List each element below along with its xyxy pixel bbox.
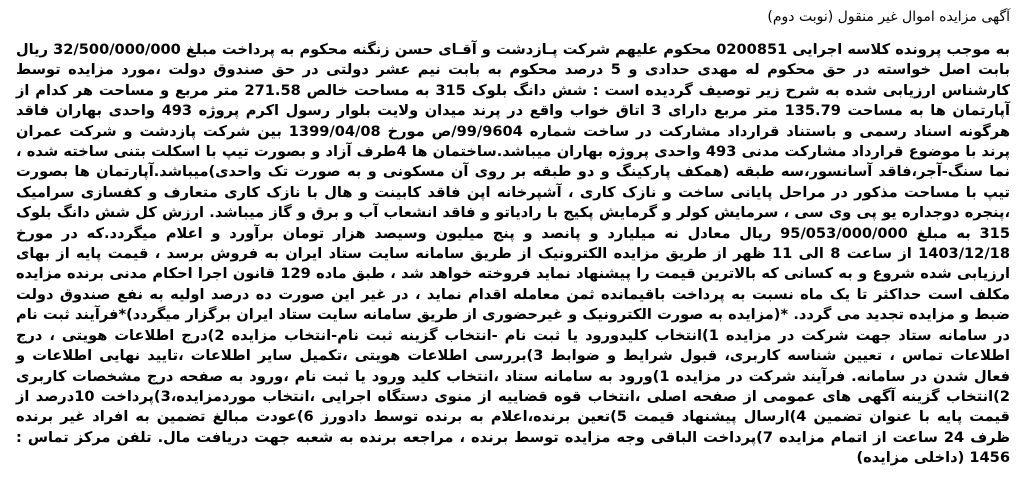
notice-title: آگهی مزایده اموال غیر منقول (نوبت دوم) [767,9,1010,25]
notice-body: به موجب پرونده کلاسه اجرایی 0200851 محکوم علیهم شرکت پـازدشت و آقـای حسن زنگنه محکوم به پرداخت مبلغ 32/500/000/000 ریال بابت اصل خواسته در حق محکوم له مهدی حدادی و 5 درصد محکوم به بابت نیم عشر دولتی در حق صندوق دولت ،مورد مزایده توسط کارشناس ارزیابی شده به شرح زیر توصیف گردیده است : شش دانگ بلوک 315 به مساحت خالص 271.58 متر مربع و مساحت هر کدام از آپارتمان ها به مساحت 135.79 متر مربع دارای 3 اتاق خواب واقع در پرند میدان ولایت بلوار رسول اکرم پروژه 493 واحدی بهاران فاقد هرگونه اسناد رسمی و باستناد قرارداد مشارکت در ساخت شماره 99/9604/ص مورخ 1399/04/08 بین شرکت پازدشت و شرکت عمران پرند با موضوع قرارداد مشارکت مدنی 493 واحدی پروژه بهاران میباشد.ساختمان ها 4طرف آزاد و بصورت تیپ با اسکلت بتنی ساخته شده ، نما سنگ-آجر،فاقد آسانسور،سه طبقه (همکف پارکینگ و دو طبقه بر روی آن مسکونی و به صورت تک واحدی)میباشد.آپارتمان ها بصورت تیپ با مساحت مذکور در مراحل پایانی ساخت و نازک کاری ، آشپرخانه اپن فاقد کابینت و هال با نازک کاری متعارف و کفسازی سرامیک ،پنجره دوجداره یو پی وی سی ، سرمایش کولر و گرمایش پکیج با رادیاتو و فاقد انشعاب آب و برق و گاز میباشد. ارزش کل شش دانگ بلوک 315 به مبلغ 95/053/000/000 ریال معادل نه میلیارد و پانصد و پنج میلیون وسیصد هزار تومان برآورد و اعلام میگردد.که در مورخ 1403/12/18 از ساعت 8 الی 11 ظهر از طریق مزایده الکترونیک از طریق سامانه سایت ستاد ایران به فروش برسد ، قیمت پایه از بهای ارزیابی شده شروع و به کسانی که بالاترین قیمت را پیشنهاد نماید فروخته خواهد شد ، طبق ماده 129 قانون اجرا احکام مدنی برنده مزایده مکلف است حداکثر تا یک ماه نسبت به پرداخت باقیمانده ثمن معامله اقدام نماید ، در غیر این صورت ده درصد اولیه به نفع صندوق دولت ضبط و مزایده تجدید می گردد. *(مزایده به صورت الکترونیک و غیرحضوری از طریق سامانه سایت ستاد ایران برگزار میگردد)*فرآیند ثبت نام در سامانه ستاد جهت شرکت در مزایده 1)انتخاب کلیدورود یا ثبت نام -انتخاب گزینه ثبت نام-انتخاب مزایده 2)درج اطلاعات هویتی ، درج اطلاعات تماس ، تعیین شناسه کاربری، قبول شرایط و ضوابط 3)بررسی اطلاعات هویتی ،تکمیل سایر اطلاعات ،تایید نهایی اطلاعات و فعال شدن در سامانه. فرآیند شرکت در مزایده 1)ورود به سامانه ستاد ،انتخاب کلید ورود یا ثبت نام ،ورود به صفحه درج مشخصات کاربری 2)انتخاب گزینه آگهی های عمومی از صفحه اصلی ،انتخاب قوه قضاییه از منوی دستگاه اجرایی ،انتخاب موردمزایده،3)پرداخت 10درصد از قیمت پایه با عنوان تضمین 4)ارسال پیشنهاد قیمت 5)تعین برنده،اعلام به برنده توسط دادورز 6)عودت مبالغ تضمین به افراد غیر برنده ظرف 24 ساعت از اتمام مزایده 7)پرداخت الباقی وجه مزایده توسط برنده ، مراجعه برنده به شعبه جهت دریافت مال. تلفن مرکز تماس : 1456 (داخلی مزایده) [16,41,1011,467]
